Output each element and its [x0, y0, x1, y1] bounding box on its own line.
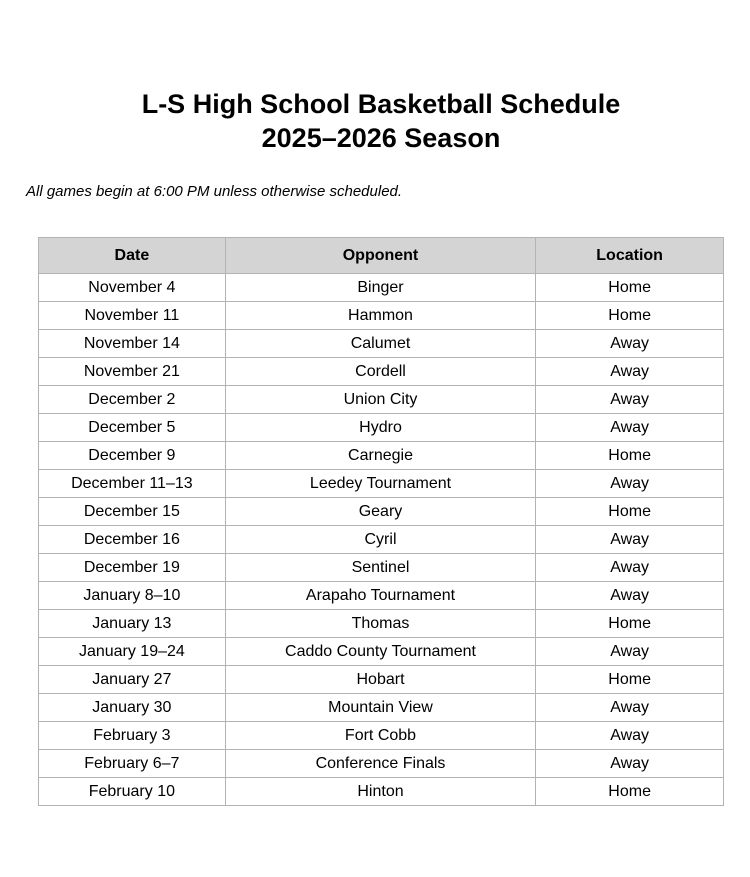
opponent-cell: Thomas [225, 610, 536, 638]
date-cell: December 16 [39, 526, 226, 554]
opponent-cell: Binger [225, 274, 536, 302]
opponent-cell: Leedey Tournament [225, 470, 536, 498]
date-cell: December 2 [39, 386, 226, 414]
title-line-2: 2025–2026 Season [261, 123, 501, 153]
table-row [39, 330, 724, 358]
date-cell: December 19 [39, 554, 226, 582]
opponent-cell: Geary [225, 498, 536, 526]
date-cell: January 30 [39, 694, 226, 722]
location-cell: Home [536, 302, 724, 330]
opponent-cell: Hydro [225, 414, 536, 442]
location-cell: Home [536, 778, 724, 806]
date-cell: February 6–7 [39, 750, 226, 778]
date-cell: January 27 [39, 666, 226, 694]
date-cell: December 9 [39, 442, 226, 470]
table-row [39, 358, 724, 386]
opponent-cell: Calumet [225, 330, 536, 358]
column-header-opponent: Opponent [225, 238, 536, 274]
location-cell: Home [536, 442, 724, 470]
table-row [39, 610, 724, 638]
table-row [39, 750, 724, 778]
table-row [39, 694, 724, 722]
date-cell: January 19–24 [39, 638, 226, 666]
date-cell: January 13 [39, 610, 226, 638]
date-cell: November 21 [39, 358, 226, 386]
opponent-cell: Conference Finals [225, 750, 536, 778]
location-cell: Away [536, 414, 724, 442]
opponent-cell: Hinton [225, 778, 536, 806]
table-row [39, 442, 724, 470]
location-cell: Home [536, 498, 724, 526]
location-cell: Away [536, 554, 724, 582]
table-row [39, 778, 724, 806]
opponent-cell: Caddo County Tournament [225, 638, 536, 666]
page-title [0, 87, 750, 155]
location-cell: Away [536, 386, 724, 414]
location-cell: Home [536, 274, 724, 302]
location-cell: Away [536, 330, 724, 358]
opponent-cell: Mountain View [225, 694, 536, 722]
location-cell: Away [536, 358, 724, 386]
table-row [39, 386, 724, 414]
table-row [39, 470, 724, 498]
location-cell: Away [536, 582, 724, 610]
table-row [39, 302, 724, 330]
opponent-cell: Hammon [225, 302, 536, 330]
location-cell: Away [536, 750, 724, 778]
date-cell: December 15 [39, 498, 226, 526]
table-row [39, 638, 724, 666]
schedule-body [39, 274, 724, 806]
table-row [39, 498, 724, 526]
table-row [39, 582, 724, 610]
date-cell: November 11 [39, 302, 226, 330]
date-cell: November 14 [39, 330, 226, 358]
location-cell: Away [536, 694, 724, 722]
table-row [39, 722, 724, 750]
location-cell: Home [536, 610, 724, 638]
table-header-row [39, 238, 724, 274]
opponent-cell: Hobart [225, 666, 536, 694]
opponent-cell: Union City [225, 386, 536, 414]
location-cell: Away [536, 638, 724, 666]
table-row [39, 526, 724, 554]
opponent-cell: Cyril [225, 526, 536, 554]
table-row [39, 414, 724, 442]
date-cell: February 10 [39, 778, 226, 806]
date-cell: December 11–13 [39, 470, 226, 498]
opponent-cell: Sentinel [225, 554, 536, 582]
column-header-date: Date [39, 238, 226, 274]
date-cell: December 5 [39, 414, 226, 442]
table-row [39, 554, 724, 582]
location-cell: Home [536, 666, 724, 694]
location-cell: Away [536, 470, 724, 498]
opponent-cell: Arapaho Tournament [225, 582, 536, 610]
start-time-note: All games begin at 6:00 PM unless otherwise scheduled. [26, 183, 403, 200]
opponent-cell: Fort Cobb [225, 722, 536, 750]
opponent-cell: Cordell [225, 358, 536, 386]
column-header-location: Location [536, 238, 724, 274]
title-line-1: L-S High School Basketball Schedule [141, 89, 621, 119]
location-cell: Away [536, 722, 724, 750]
date-cell: November 4 [39, 274, 226, 302]
schedule-table [38, 237, 724, 806]
opponent-cell: Carnegie [225, 442, 536, 470]
date-cell: February 3 [39, 722, 226, 750]
location-cell: Away [536, 526, 724, 554]
table-row [39, 274, 724, 302]
table-row [39, 666, 724, 694]
date-cell: January 8–10 [39, 582, 226, 610]
